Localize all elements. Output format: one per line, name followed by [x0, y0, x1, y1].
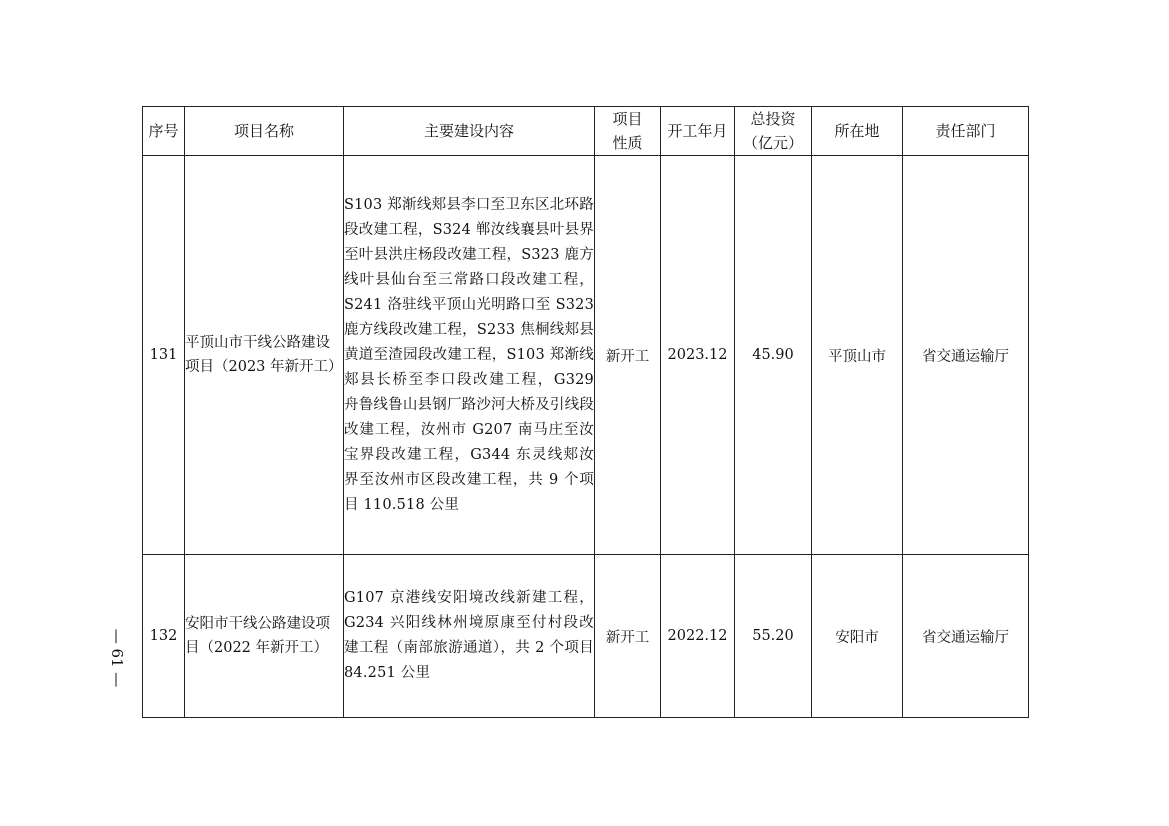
header-nature-line2: 性质: [612, 134, 643, 152]
page-number: — 61 —: [108, 628, 126, 688]
header-invest-line2: （亿元）: [742, 134, 803, 152]
cell-location: 安阳市: [812, 555, 903, 718]
project-table: [142, 106, 1029, 718]
table-header-row: [143, 107, 1029, 156]
cell-nature: 新开工: [595, 156, 661, 555]
header-seq: 序号: [143, 107, 185, 156]
header-invest: [735, 107, 812, 156]
header-nature: [595, 107, 661, 156]
header-dept: 责任部门: [903, 107, 1029, 156]
header-nature-line1: 项目: [612, 110, 643, 128]
cell-invest: 45.90: [735, 156, 812, 555]
header-location: 所在地: [812, 107, 903, 156]
header-name: 项目名称: [185, 107, 344, 156]
cell-location: 平顶山市: [812, 156, 903, 555]
cell-content: G107 京港线安阳境改线新建工程，G234 兴阳线林州境原康至付村段改建工程（南部旅游通道），共 2 个项目 84.251 公里: [344, 555, 595, 718]
cell-name: 安阳市干线公路建设项目（2022 年新开工）: [185, 555, 344, 718]
cell-invest: 55.20: [735, 555, 812, 718]
cell-nature: 新开工: [595, 555, 661, 718]
header-content: 主要建设内容: [344, 107, 595, 156]
cell-start: 2023.12: [661, 156, 735, 555]
header-invest-line1: 总投资: [750, 110, 796, 128]
cell-start: 2022.12: [661, 555, 735, 718]
header-start: 开工年月: [661, 107, 735, 156]
table-row: [143, 156, 1029, 555]
cell-content: S103 郑渐线郏县李口至卫东区北环路段改建工程，S324 郸汝线襄县叶县界至叶县洪庄杨段改建工程，S323 鹿方线叶县仙台至三常路口段改建工程，S241 洛驻线平顶山光明路口至 S323 鹿方线段改建工程，S233 焦桐线郏县黄道至渣园段改建工程，S103 郑渐线郏县长桥至李口段改建工程，G329 舟鲁线鲁山县钢厂路沙河大桥及引线段改建工程，汝州市 G207 南马庄至汝宝界段改建工程，G344 东灵线郏汝界至汝州市区段改建工程，共 9 个项目 110.518 公里: [344, 156, 595, 555]
cell-seq: 131: [143, 156, 185, 555]
cell-dept: 省交通运输厅: [903, 555, 1029, 718]
cell-seq: 132: [143, 555, 185, 718]
cell-name: 平顶山市干线公路建设项目（2023 年新开工）: [185, 156, 344, 555]
table-row: [143, 555, 1029, 718]
cell-dept: 省交通运输厅: [903, 156, 1029, 555]
